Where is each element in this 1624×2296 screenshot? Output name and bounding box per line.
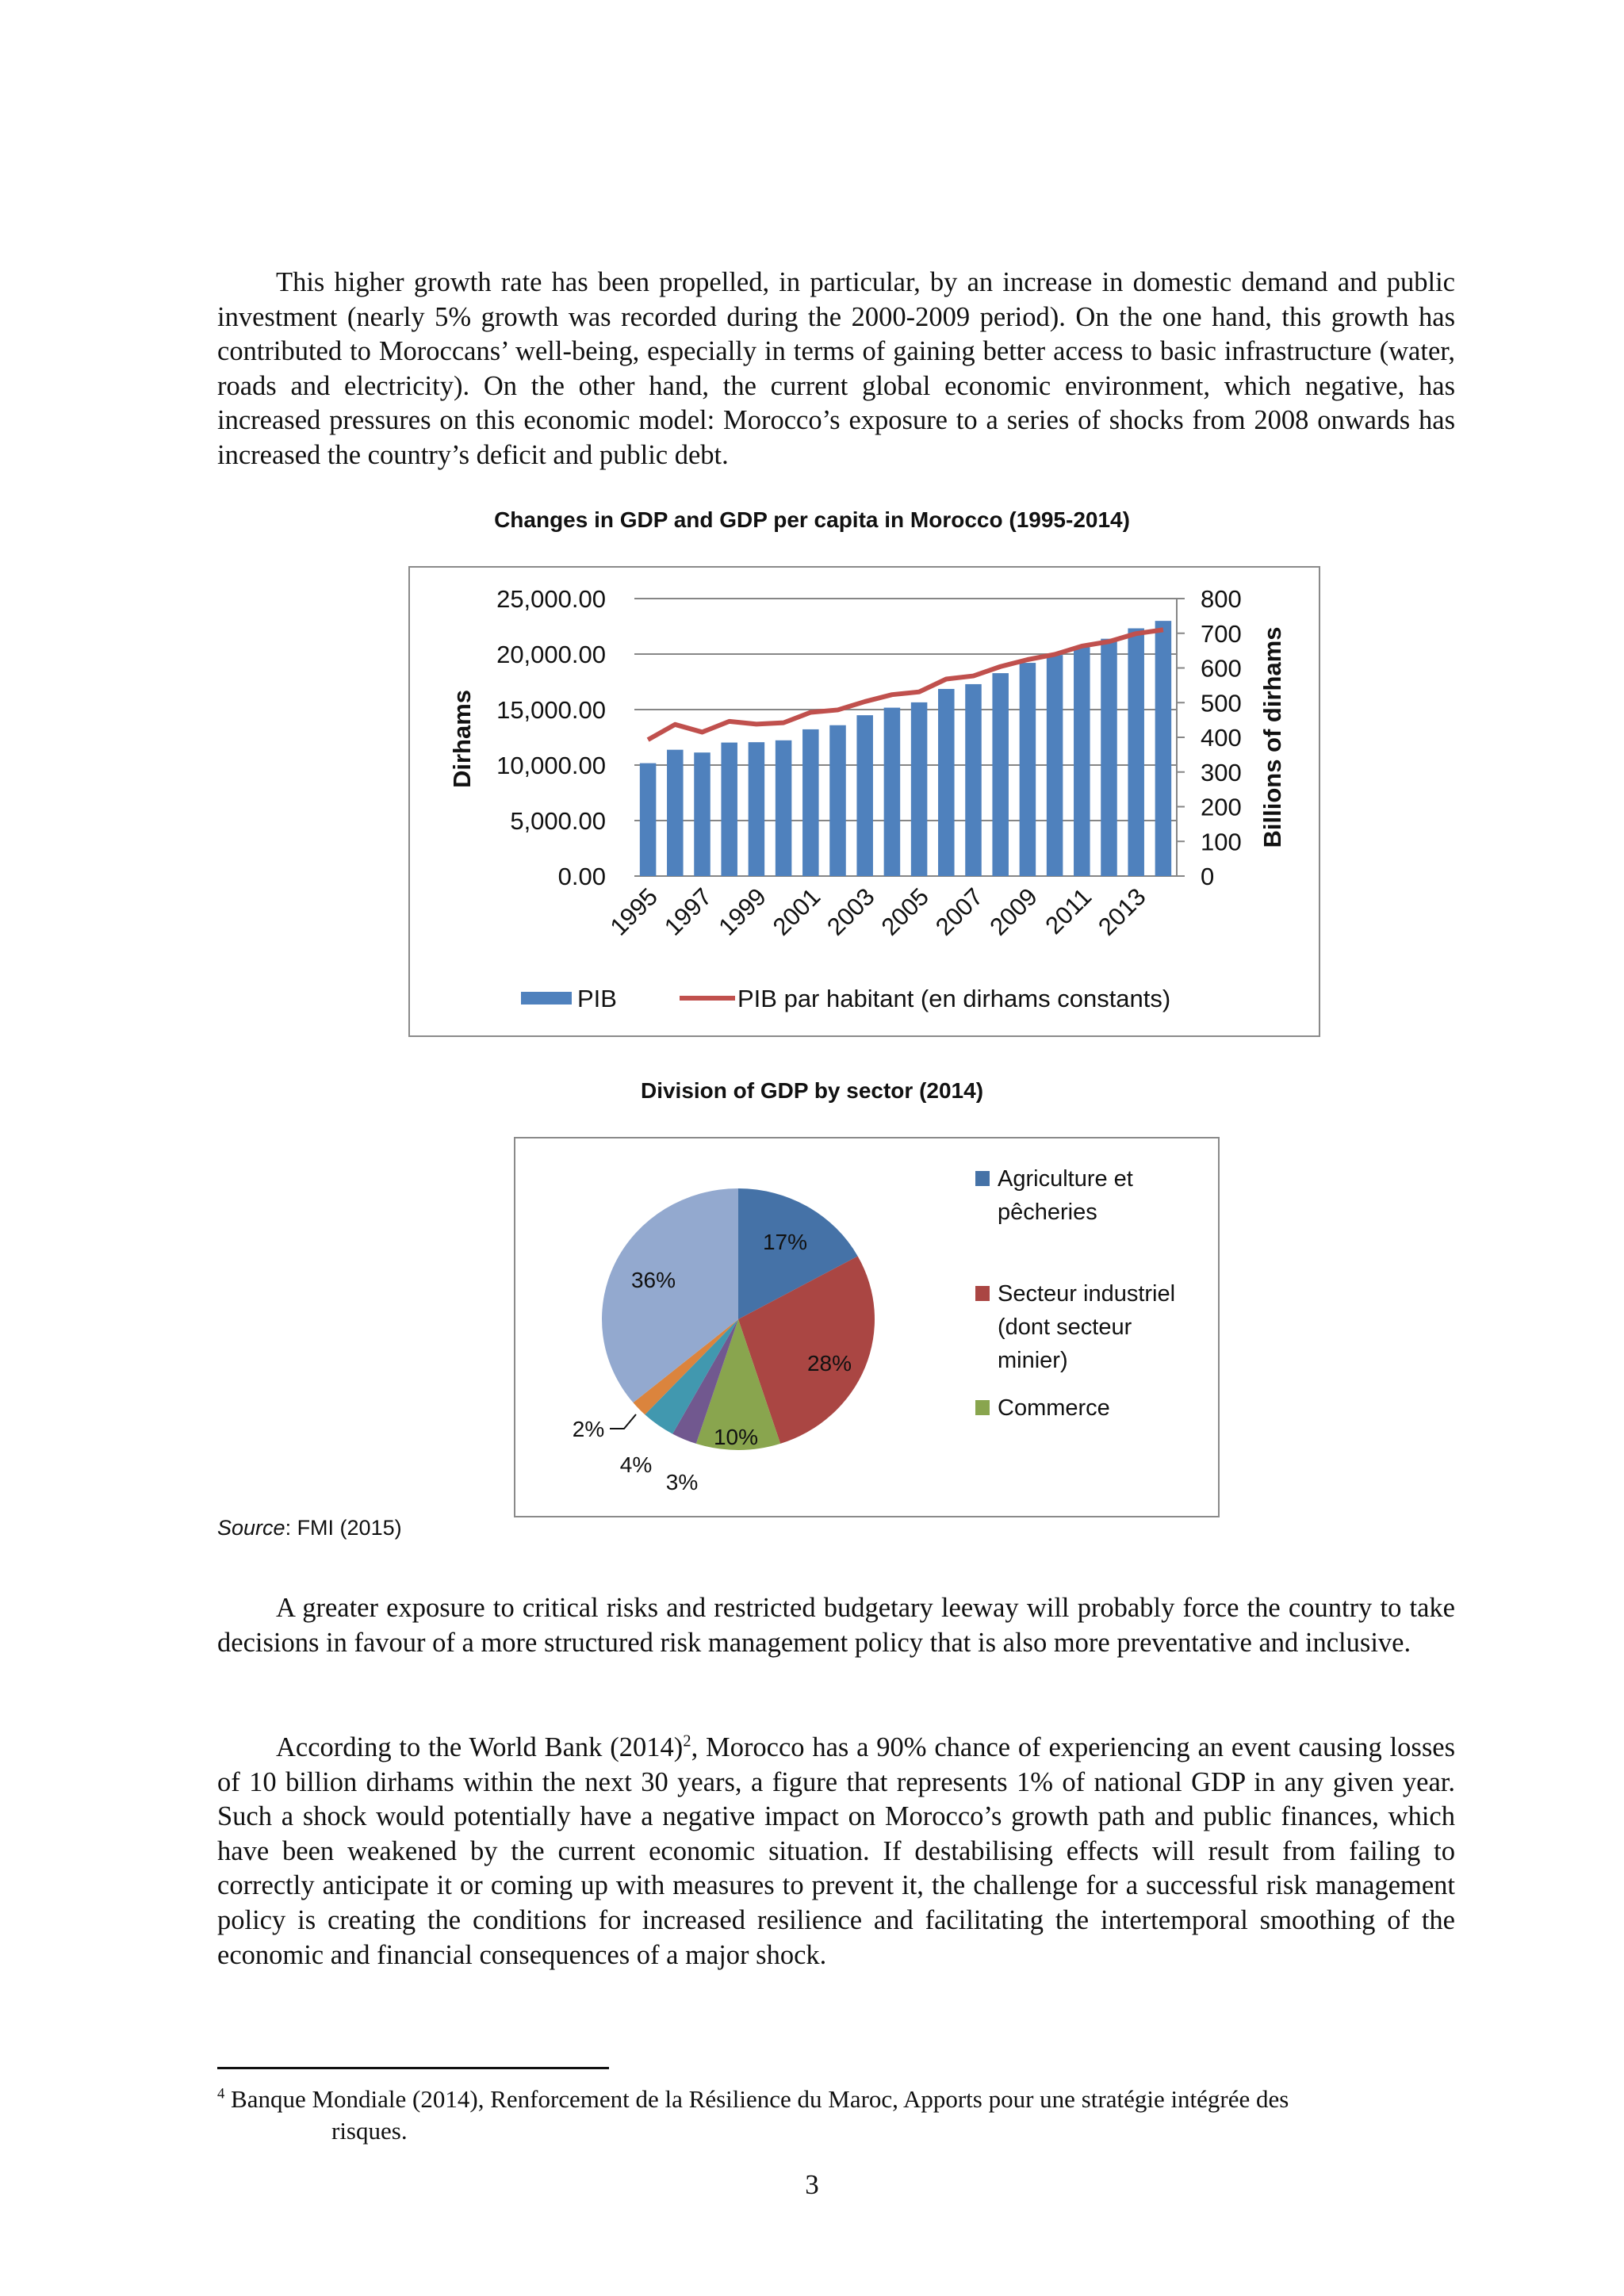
bar-2002 (829, 725, 846, 876)
x-axis-tick: 2001 (767, 882, 826, 941)
bar-2014 (1155, 621, 1172, 876)
bar-2005 (911, 702, 928, 876)
p3-text-start: According to the World Bank (2014) (276, 1732, 684, 1762)
bar-2013 (1128, 629, 1144, 876)
pie-legend-swatch (975, 1171, 990, 1186)
pie-slice-label: 3% (665, 1470, 699, 1494)
x-axis-tick: 2011 (1040, 882, 1097, 940)
right-axis-tick: 500 (1201, 689, 1242, 718)
pie-slice-label: 36% (630, 1268, 676, 1292)
right-axis-tick: 100 (1201, 828, 1242, 856)
bar-1996 (667, 750, 684, 876)
gdp-chart (408, 566, 1320, 1037)
bar-2011 (1074, 647, 1090, 876)
pie-legend-label: Agriculture et (998, 1166, 1133, 1192)
right-axis-title: Billions of dirhams (1258, 626, 1286, 848)
pie-legend-label: Commerce (998, 1395, 1110, 1421)
left-axis-tick: 10,000.00 (496, 752, 606, 779)
left-axis-title: Dirhams (448, 689, 476, 789)
gdp-chart-title: Changes in GDP and GDP per capita in Morocco (1995-2014) (494, 507, 1130, 532)
pie-legend-label: pêcheries (998, 1200, 1097, 1225)
right-axis-tick: 0 (1201, 863, 1215, 890)
legend-line-label: PIB par habitant (en dirhams constants) (737, 985, 1171, 1012)
pie-legend-swatch (975, 1400, 990, 1415)
left-axis-tick: 20,000.00 (496, 641, 606, 668)
bar-2004 (884, 708, 901, 876)
pie-legend-label: minier) (998, 1348, 1068, 1373)
pie-slice-label: 17% (762, 1230, 808, 1254)
source-text: : FMI (2015) (285, 1516, 402, 1540)
bar-1995 (640, 763, 657, 876)
p3-text-end: , Morocco has a 90% chance of experiencing an event causing losses of 10 billion dirhams within the next 30 years, a figure that represents 1% of national GDP in any given year. Such a shock would potentially have a negative impact on Morocco’s growth path and public finances, which have been weakened by the current economic situation. If destabilising effects will result from failing to correctly anticipate it or coming up with measures to prevent it, the challenge for a successful risk management policy is creating the conditions for increased resilience and facilitating the intertemporal smoothing of the economic and financial consequences of a major shock. (217, 1732, 1455, 1970)
legend-pib-label: PIB (577, 985, 617, 1012)
x-axis-tick: 2005 (875, 882, 935, 941)
x-axis-tick: 2009 (984, 882, 1043, 941)
bar-1997 (694, 752, 710, 876)
x-axis-tick: 2007 (929, 882, 989, 941)
sector-pie-chart (514, 1137, 1220, 1517)
page-number: 3 (805, 2169, 819, 2200)
x-axis-tick: 1995 (604, 882, 664, 941)
right-axis-tick: 400 (1201, 724, 1242, 752)
left-axis-tick: 25,000.00 (496, 585, 606, 613)
paragraph-world-bank (217, 1731, 1455, 1973)
footnote-text: Banque Mondiale (2014), Renforcement de la Résilience du Maroc, Apports pour une stratégie intégrée des (224, 2085, 1289, 2113)
pie-slice-label: 2% (572, 1417, 605, 1441)
bar-1999 (749, 742, 765, 876)
footnote-continuation: risques. (331, 2117, 408, 2145)
bar-2009 (1020, 663, 1036, 876)
footnote-ref[interactable]: 2 (683, 1732, 691, 1751)
sector-chart-title: Division of GDP by sector (2014) (640, 1078, 984, 1103)
x-axis-tick: 1997 (658, 882, 718, 941)
sector-pie-plot (515, 1138, 1218, 1516)
pie-slice-label: 10% (713, 1425, 759, 1449)
right-axis-tick: 800 (1201, 585, 1242, 613)
paragraph-risk-exposure: A greater exposure to critical risks and restricted budgetary leeway will probably force the country to take decisions in favour of a more structured risk management policy that is also more preventative and inclusive. (217, 1593, 1455, 1658)
x-axis-tick: 2003 (822, 882, 880, 941)
bar-1998 (721, 743, 737, 876)
left-axis-tick: 5,000.00 (510, 807, 606, 835)
gdp-chart-plot (410, 568, 1319, 1035)
bar-2012 (1101, 639, 1117, 876)
pie-slice-label: 28% (806, 1351, 852, 1376)
source-label: Source (217, 1516, 285, 1540)
footnote-number: 4 (217, 2085, 225, 2103)
right-axis-tick: 200 (1201, 793, 1242, 821)
paragraph-growth: This higher growth rate has been propelled, in particular, by an increase in domestic demand and public investment (nearly 5% growth was recorded during the 2000-2009 period). On the one hand, this growth has contributed to Moroccans’ well-being, especially in terms of gaining better access to basic infrastructure (water, roads and electricity). On the other hand, the current global economic environment, which negative, has increased pressures on this economic model: Morocco’s exposure to a series of shocks from 2008 onwards has increased the country’s deficit and public debt. (217, 267, 1455, 470)
pie-legend-label: (dont secteur (998, 1314, 1132, 1340)
pie-slice-label: 4% (619, 1452, 653, 1477)
footnote (217, 2084, 1455, 2147)
x-axis-tick: 1999 (713, 882, 772, 941)
right-axis-tick: 600 (1201, 654, 1242, 683)
bar-2008 (992, 673, 1009, 876)
left-axis-tick: 15,000.00 (496, 696, 606, 724)
pie-legend-swatch (975, 1286, 990, 1301)
bar-2003 (856, 715, 873, 876)
right-axis-tick: 300 (1201, 758, 1242, 786)
pie-legend-label: Secteur industriel (998, 1281, 1176, 1307)
bar-2006 (938, 689, 955, 876)
right-axis-tick: 700 (1201, 619, 1242, 648)
footnote-divider (217, 2067, 609, 2069)
legend-pib-swatch (521, 992, 572, 1004)
bar-2000 (776, 740, 792, 876)
left-axis-tick: 0.00 (557, 863, 606, 890)
bar-2010 (1047, 655, 1063, 876)
leader-line (610, 1414, 636, 1429)
x-axis-tick: 2013 (1093, 882, 1151, 941)
bar-2001 (802, 729, 819, 876)
bar-2007 (965, 684, 982, 876)
source-note (217, 1516, 402, 1540)
